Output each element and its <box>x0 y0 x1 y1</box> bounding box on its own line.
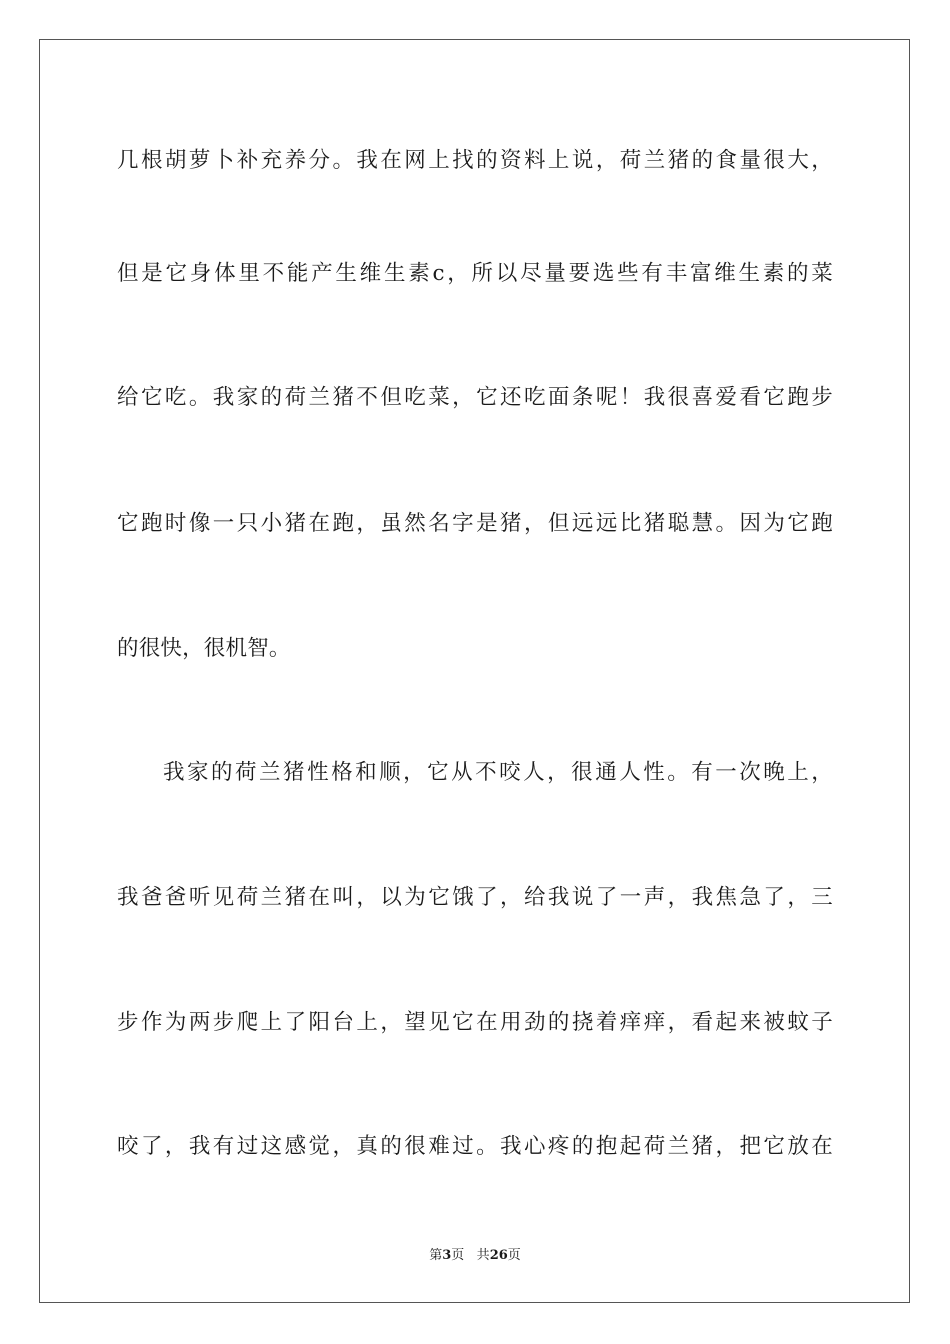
page-suffix: 页 <box>451 1248 465 1263</box>
body-line-8: 步作为两步爬上了阳台上，望见它在用劲的挠着痒痒，看起来被蚊子 <box>117 1010 833 1035</box>
page-footer <box>0 1247 950 1265</box>
page-frame <box>39 39 910 1303</box>
body-line-7: 我爸爸听见荷兰猪在叫，以为它饿了，给我说了一声，我焦急了，三 <box>117 885 833 910</box>
page-total: 26 <box>489 1248 508 1263</box>
body-line-5: 的很快，很机智。 <box>117 636 291 661</box>
body-line-9: 咬了，我有过这感觉，真的很难过。我心疼的抱起荷兰猪，把它放在 <box>117 1134 833 1159</box>
body-line-1: 几根胡萝卜补充养分。我在网上找的资料上说，荷兰猪的食量很大， <box>117 148 833 173</box>
total-suffix: 页 <box>507 1248 521 1263</box>
body-line-2: 但是它身体里不能产生维生素c，所以尽量要选些有丰富维生素的菜 <box>117 261 833 286</box>
body-line-6: 我家的荷兰猪性格和顺，它从不咬人，很通人性。有一次晚上， <box>163 760 833 785</box>
body-line-3: 给它吃。我家的荷兰猪不但吃菜，它还吃面条呢！我很喜爱看它跑步 <box>117 385 833 410</box>
page-current: 3 <box>442 1248 452 1263</box>
body-line-4: 它跑时像一只小猪在跑，虽然名字是猪，但远远比猪聪慧。因为它跑 <box>117 511 833 536</box>
total-prefix: 共 <box>476 1248 490 1263</box>
page-prefix: 第 <box>429 1248 443 1263</box>
